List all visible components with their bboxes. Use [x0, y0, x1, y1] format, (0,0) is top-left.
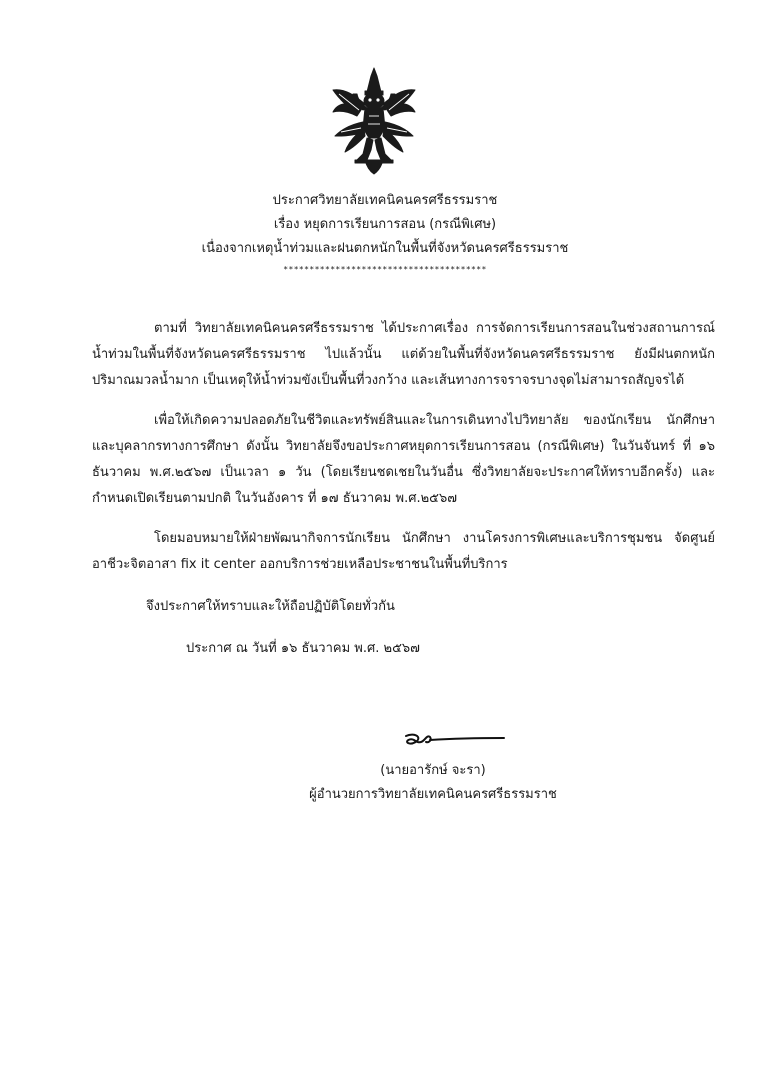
paragraph-3-line-1: โดยมอบหมายให้ฝ่ายพัฒนากิจการนักเรียน นักศึกษา งานโครงการพิเศษและบริการชุมชน จัดศูนย์	[154, 531, 715, 546]
paragraph-2-line-1: เพื่อให้เกิดความปลอดภัยในชีวิตและทรัพย์สินและในการเดินทางไปวิทยาลัย ของนักเรียน นักศึกษา	[154, 413, 715, 428]
announcement-date: ประกาศ ณ วันที่ ๑๖ ธันวาคม พ.ศ. ๒๕๖๗	[186, 641, 420, 656]
paragraph-1-line-1: ตามที่ วิทยาลัยเทคนิคนครศรีธรรมราช ได้ประกาศเรื่อง การจัดการเรียนการสอนในช่วงสถานการณ์	[154, 321, 715, 336]
paragraph-1-line-2: น้ำท่วมในพื้นที่จังหวัดนครศรีธรรมราช ไปแล้วนั้น แต่ด้วยในพื้นที่จังหวัดนครศรีธรรมราช ยังมีฝนตกหนัก	[92, 347, 715, 362]
announcement-title: ประกาศวิทยาลัยเทคนิคนครศรีธรรมราช	[272, 193, 498, 208]
garuda-emblem-icon	[327, 66, 421, 176]
signatory-name: (นายอารักษ์ จะรา)	[380, 763, 486, 778]
paragraph-1-line-3: ปริมาณมวลน้ำมาก เป็นเหตุให้น้ำท่วมขังเป็นพื้นที่วงกว้าง และเส้นทางการจราจรบางจุดไม่สามารถสัญจรได้	[92, 373, 685, 388]
paragraph-2-line-2: และบุคลากรทางการศึกษา ดังนั้น วิทยาลัยจึงขอประกาศหยุดการเรียนการสอน (กรณีพิเศษ) ในวันจันทร์ ที่ ๑๖	[92, 439, 715, 454]
star-divider: ***************************************	[283, 265, 487, 274]
announcement-cause: เนื่องจากเหตุน้ำท่วมและฝนตกหนักในพื้นที่จังหวัดนครศรีธรรมราช	[201, 241, 569, 256]
closing-statement: จึงประกาศให้ทราบและให้ถือปฏิบัติโดยทั่วกัน	[146, 599, 395, 614]
paragraph-2-line-4: กำหนดเปิดเรียนตามปกติ ในวันอังคาร ที่ ๑๗ ธันวาคม พ.ศ.๒๕๖๗	[92, 491, 458, 506]
signature-icon	[402, 728, 507, 752]
paragraph-2-line-3: ธันวาคม พ.ศ.๒๕๖๗ เป็นเวลา ๑ วัน (โดยเรียนชดเชยในวันอื่น ซึ่งวิทยาลัยจะประกาศให้ทราบอีกครั้ง) และ	[92, 465, 715, 480]
announcement-subject: เรื่อง หยุดการเรียนการสอน (กรณีพิเศษ)	[273, 217, 497, 232]
paragraph-3-line-2: อาชีวะจิตอาสา fix it center ออกบริการช่วยเหลือประชาชนในพื้นที่บริการ	[92, 557, 508, 572]
signatory-position: ผู้อำนวยการวิทยาลัยเทคนิคนครศรีธรรมราช	[309, 787, 557, 802]
